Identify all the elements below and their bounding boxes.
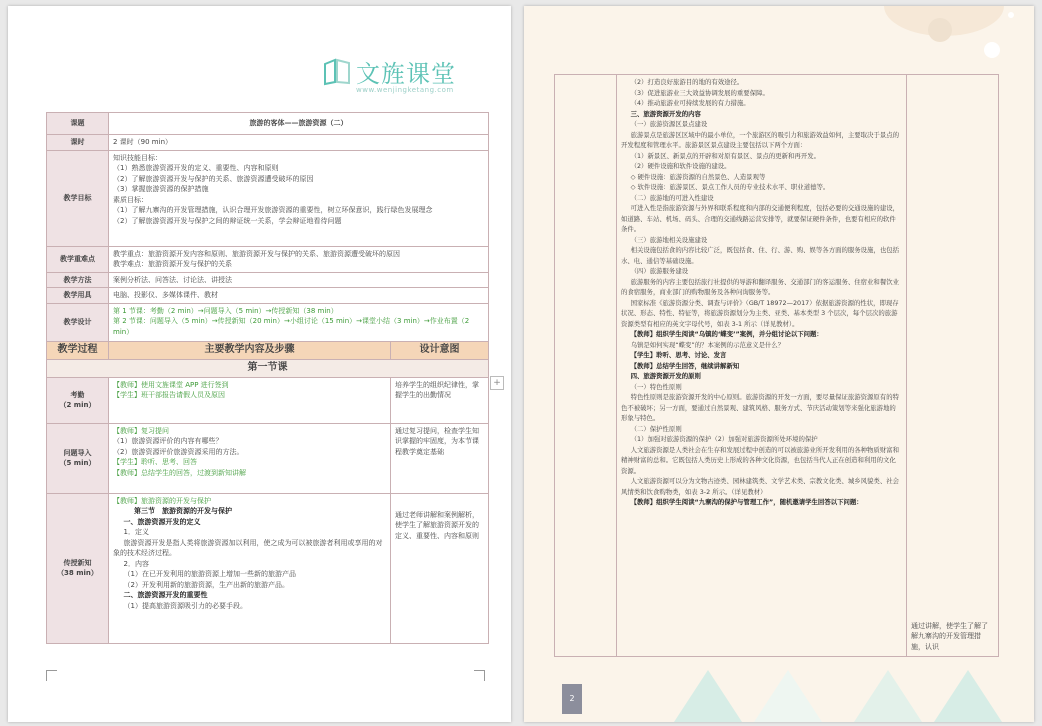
content-line: 乌镇是如何实现“蝶变”的？本案例的示范意义是什么？ xyxy=(630,340,785,349)
content-line: 国家标准《旅游资源分类、调查与评价》（GB/T 18972—2017）依据旅游资源的性状，即现存状况、形态、特性、特征等，将旅游资源划分为主类、亚类、基本类型 3 个层次，每个层次的旅游资源类型有相应的英文字母代号，如表 3-1 所示（详见教材）。 xyxy=(621,298,899,328)
topic-title: 旅游的客体——旅游资源（二） xyxy=(109,113,489,135)
stage-new-knowledge xyxy=(47,493,109,643)
content-line: （1）新景区、新景点的开辟和对原有景区、景点的更新和再开发。 xyxy=(630,151,820,160)
content-line: （1）在已开发利用的旅游资源上增加一些新的旅游产品 xyxy=(123,570,296,578)
lesson-plan-table xyxy=(46,112,489,644)
content-line: （2）旅游资源评价旅游资源采用的方法。 xyxy=(113,447,244,456)
header-process: 教学过程 xyxy=(47,341,109,359)
stage-content xyxy=(109,377,391,423)
design-label: 教学设计 xyxy=(47,303,109,341)
content-line: 【教师】总结学生回答，继续讲解新知 xyxy=(630,361,740,370)
decor-circle xyxy=(928,18,952,42)
stage-time: （2 min） xyxy=(59,401,96,409)
goal-line: 素质目标： xyxy=(113,195,148,204)
content-line: （三）旅游地相关设施建设 xyxy=(630,235,708,244)
stage-content xyxy=(109,493,391,643)
content-line: 一、旅游资源开发的定义 xyxy=(123,517,201,526)
decor-circle xyxy=(984,42,1000,58)
content-line: （3）促进旅游业三大效益协调发展的重要保障。 xyxy=(630,88,769,97)
content-line: 【学生】班干部报告请假人员及原因 xyxy=(113,391,225,399)
tools-value: 电脑、投影仪、多媒体课件、教材 xyxy=(109,288,489,304)
document-page-left xyxy=(8,6,511,722)
stage-content xyxy=(109,423,391,493)
content-line: 人文旅游资源可以分为文物古迹类、园林建筑类、文学艺术类、宗教文化类、城乡风貌类、社会风情类和饮食购物类，如表 3-2 所示。（详见教材） xyxy=(621,477,899,496)
decor-triangle xyxy=(754,670,822,722)
content-line: （1）提高旅游资源吸引力的必要手段。 xyxy=(123,601,247,610)
content-line: （1）加强对旅游资源的保护（2）加强对旅游资源所处环境的保护 xyxy=(630,435,818,443)
content-line: 【教师】组织学生阅读“九寨沟的保护与管理工作”，随机邀请学生回答以下问题： xyxy=(630,498,863,506)
content-line: 【学生】聆听、思考、讨论、发言 xyxy=(630,351,727,359)
goals-cell xyxy=(109,150,489,246)
book-logo-icon xyxy=(322,56,352,86)
keypoints-cell xyxy=(109,246,489,272)
content-line: （2）开发利用新的旅游资源，生产出新的旅游产品。 xyxy=(123,580,289,589)
hours-label: 课时 xyxy=(47,135,109,151)
crop-mark xyxy=(474,670,485,681)
content-line: （4）推动旅游业可持续发展的有力措施。 xyxy=(630,99,750,107)
design-line: 第 1 节课：考勤（2 min）→问题导入（5 min）→传授新知（38 min） xyxy=(113,306,338,315)
content-line: （一）特色性原则 xyxy=(630,382,682,391)
stage-name: 考勤 xyxy=(70,390,85,399)
page-number: 2 xyxy=(562,684,582,714)
stage-intent: 培养学生的组织纪律性，掌握学生的出勤情况 xyxy=(391,377,489,423)
content-line: 三、旅游资源开发的内容 xyxy=(630,109,701,118)
design-line: 第 2 节课：问题导入（5 min）→传授新知（20 min）→小组讨论（15 min）→课堂小结（3 min）→作业布置（2 min） xyxy=(113,317,470,336)
stage-time: （5 min） xyxy=(59,459,96,467)
content-line: 二、旅游资源开发的重要性 xyxy=(123,591,208,599)
logo-brand-text: 文旌课堂 xyxy=(356,60,456,88)
content-line: 【教师】组织学生阅读“乌镇的‘蝶变’”案例，并分组讨论以下问题： xyxy=(630,330,823,338)
content-line: 2．内容 xyxy=(123,559,149,568)
stage-intent: 通过老师讲解和案例解析，使学生了解旅游资源开发的定义、重要性、内容和原则 xyxy=(391,493,489,643)
stage-attendance xyxy=(47,377,109,423)
content-line: （一）旅游资源区景点建设 xyxy=(630,120,708,128)
content-line: 1．定义 xyxy=(123,528,149,536)
content-line: （二）保护性原则 xyxy=(630,424,682,433)
content-line: （2）硬件设施和软件设施的建设。 xyxy=(630,162,731,170)
lesson-plan-table-continued xyxy=(554,74,999,657)
content-line: （四）旅游服务建设 xyxy=(630,267,689,275)
document-page-right xyxy=(524,6,1034,722)
content-line: 旅游服务的内容主要包括旅行社提供的导游和翻译服务、交通部门的客运服务、住宿业和餐饮业的食宿服务，商业部门的购物服务及各种问询服务等。 xyxy=(621,277,899,296)
goal-line: （1）了解九寨沟的开发管理措施，认识合理开发旅游资源的重要性，树立环保意识，践行绿色发展理念 xyxy=(113,206,433,214)
content-line: 四、旅游资源开发的原则 xyxy=(630,372,701,380)
tools-label: 教学用具 xyxy=(47,288,109,304)
keypoint-line: 教学难点：旅游资源开发与保护的关系 xyxy=(113,260,232,268)
section-title: 第一节课 xyxy=(47,359,489,377)
header-intent: 设计意图 xyxy=(391,341,489,359)
stage-time: （38 min） xyxy=(57,569,98,577)
goal-line: （1）熟悉旅游资源开发的定义、重要性、内容和原则 xyxy=(113,164,279,172)
goal-line: （3）掌握旅游资源的保护措施 xyxy=(113,185,209,193)
goal-line: （2）了解旅游资源开发与保护之间的辩证统一关系，学会辩证地看待问题 xyxy=(113,216,342,225)
content-line: 【教师】复习提问 xyxy=(113,426,169,435)
decor-triangle xyxy=(854,670,922,722)
content-line: 相关设施包括食的内容比较广泛，既包括食、住、行、游、购、娱等各方面的服务设施，也包括水、电、通信等基础设施。 xyxy=(621,246,899,265)
goals-label: 教学目标 xyxy=(47,150,109,246)
stage-name: 问题导入 xyxy=(63,448,92,457)
add-row-button[interactable]: + xyxy=(490,376,504,390)
content-line: 【教师】旅游资源的开发与保护 xyxy=(113,496,211,505)
content-line: 【学生】聆听、思考、回答 xyxy=(113,458,197,466)
header-content: 主要教学内容及步骤 xyxy=(109,341,391,359)
stage-intent-continued: 通过讲解，使学生了解了解九寨沟的开发管理措施，认识 xyxy=(907,75,999,657)
topic-label: 课题 xyxy=(47,113,109,135)
content-line: ◇ 硬件设施：旅游资源的自然景色、人造景观等 xyxy=(630,172,766,181)
content-line: （1）旅游资源评价的内容有哪些？ xyxy=(113,437,223,445)
keypoint-line: 教学重点：旅游资源开发内容和原则、旅游资源开发与保护的关系、旅游资源遭受破坏的原因 xyxy=(113,249,400,258)
crop-mark xyxy=(46,670,57,681)
content-line: 第三节 旅游资源的开发与保护 xyxy=(134,507,232,515)
content-line: 旅游景点是旅游区区域中的最小单位，一个旅游区的吸引力和旅游效益如何，主要取决于景点的开发程度和管理水平。旅游景区景点建设主要包括以下两个方面： xyxy=(621,130,899,149)
content-line: （二）旅游地的可进入性建设 xyxy=(630,193,714,202)
content-line: ◇ 软件设施：旅游景区、景点工作人员的专业技术水平、职业道德等。 xyxy=(630,183,830,191)
methods-label: 教学方法 xyxy=(47,272,109,288)
stage-content-continued xyxy=(617,75,907,657)
content-line: 人文旅游资源是人类社会在生存和发展过程中创造的可以被旅游业所开发利用的各种物质财富和精神财富的总和。它既包括人类历史上形成的各种文化资源，也包括当代人正在创造和利用的文化资源。 xyxy=(621,445,899,475)
stage-name: 传授新知 xyxy=(63,558,92,567)
hours-value: 2 课时（90 min） xyxy=(109,135,489,151)
design-cell xyxy=(109,303,489,341)
keypoints-label: 教学重难点 xyxy=(47,246,109,272)
logo xyxy=(322,54,472,102)
stage-intro xyxy=(47,423,109,493)
logo-url-text: www.wenjingketang.com xyxy=(356,86,454,94)
decor-triangle xyxy=(934,670,1002,722)
goal-line: （2）了解旅游资源开发与保护的关系、旅游资源遭受破坏的原因 xyxy=(113,174,314,183)
content-line: 特色性原则是旅游资源开发的中心原则。旅游资源的开发一方面，要尽量保证旅游资源原有的特色不被破坏；另一方面，要通过自然景观、建筑风格、服务方式、节庆活动策划等来强化旅游地的形象与特色。 xyxy=(621,393,899,422)
stage-intent: 通过复习提问，检查学生知识掌握的牢固度，为本节课程教学奠定基础 xyxy=(391,423,489,493)
stage-cell-empty xyxy=(555,75,617,657)
content-line: 【教师】使用文旌课堂 APP 进行签到 xyxy=(113,380,229,389)
content-line: （2）打造良好旅游目的地的有效途径。 xyxy=(630,78,744,86)
content-line: 【教师】总结学生的回答，过渡到新知讲解 xyxy=(113,468,246,477)
goal-line: 知识技能目标： xyxy=(113,153,162,162)
content-line: 可进入性是指旅游资源与外界和联系程度和内部的交通便利程度，包括必要的交通设施的建设，如道路、车站、机场、码头、合理的交通线路运营安排等，就要保证硬件条件，也要有相应的软件条件。 xyxy=(621,204,899,233)
methods-value: 案例分析法、问答法、讨论法、讲授法 xyxy=(109,272,489,288)
decor-circle xyxy=(1008,12,1014,18)
content-line: 旅游资源开发是指人类将旅游资源加以利用，使之成为可以被旅游者利用或享用的对象的技术经济过程。 xyxy=(113,538,383,557)
decor-triangle xyxy=(674,670,742,722)
